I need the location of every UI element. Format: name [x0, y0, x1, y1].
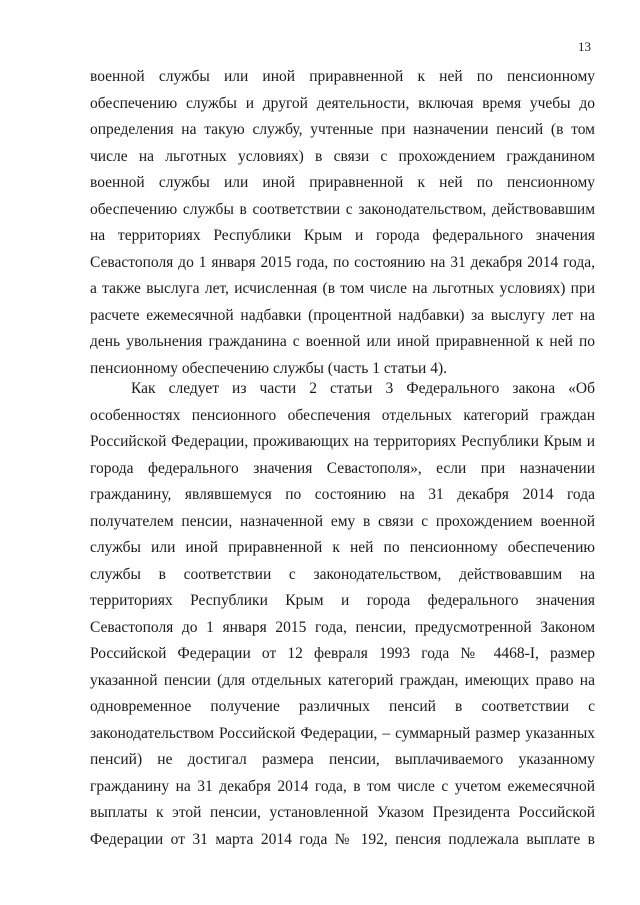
- text-line: пенсионному обеспечению службы (часть 1 статьи 4).: [90, 359, 447, 377]
- paragraph-1: [90, 64, 595, 382]
- text-line: гражданину, являвшемуся по состоянию на 31 декабря 2014 года: [90, 486, 595, 503]
- text-line: Как следует из части 2 статьи 3 Федерального закона «Об: [131, 380, 595, 397]
- text-line: города федерального значения Севастополя», если при назначении: [90, 459, 595, 477]
- text-line: получателем пенсии, назначенной ему в связи с прохождением военной: [90, 512, 595, 530]
- text-line: обеспечению службы в соответствии с законодательством, действовавшим: [90, 200, 595, 218]
- text-line: военной службы или иной приравненной к ней по пенсионному: [90, 68, 595, 85]
- page-number: 13: [578, 39, 591, 54]
- text-line: территориях Республики Крым и города федерального значения: [90, 592, 595, 609]
- text-line: расчете ежемесячной надбавки (процентной надбавки) за выслугу лет на: [90, 306, 595, 324]
- text-line: одновременное получение различных пенсий в соответствии с: [90, 698, 595, 715]
- text-line: законодательством Российской Федерации, – суммарный размер указанных: [90, 724, 595, 742]
- text-line: указанной пенсии (для отдельных категорий граждан, имеющих право на: [90, 671, 595, 689]
- text-line: числе на льготных условиях) в связи с прохождением гражданином: [90, 147, 595, 165]
- text-line: Севастополя до 1 января 2015 года, пенсии, предусмотренной Законом: [90, 618, 595, 636]
- text-line: военной службы или иной приравненной к ней по пенсионному: [90, 174, 595, 191]
- text-line: гражданину на 31 декабря 2014 года, в том числе с учетом ежемесячной: [90, 777, 595, 795]
- text-line: Севастополя до 1 января 2015 года, по состоянию на 31 декабря 2014 года,: [90, 253, 595, 271]
- text-line: пенсий) не достигал размера пенсии, выплачиваемого указанному: [90, 751, 595, 768]
- text-line: обеспечению службы и другой деятельности, включая время учебы до: [90, 94, 595, 112]
- text-line: выплаты к этой пенсии, установленной Указом Президента Российской: [90, 804, 595, 821]
- text-line: особенностях пенсионного обеспечения отдельных категорий граждан: [90, 406, 595, 424]
- paragraph-2: [90, 376, 595, 853]
- text-line: службы в соответствии с законодательством, действовавшим на: [90, 565, 595, 583]
- text-line: Российской Федерации, проживающих на территориях Республики Крым и: [90, 433, 595, 450]
- text-line: Российской Федерации от 12 февраля 1993 года № 4468-I, размер: [90, 645, 595, 662]
- text-line: службы или иной приравненной к ней по пенсионному обеспечению: [90, 539, 595, 556]
- text-line: на территориях Республики Крым и города федерального значения: [90, 227, 595, 244]
- text-line: определения на такую службу, учтенные при назначении пенсий (в том: [90, 121, 595, 138]
- text-line: Федерации от 31 марта 2014 года № 192, пенсия подлежала выплате в: [90, 830, 595, 848]
- text-line: а также выслуга лет, исчисленная (в том числе на льготных условиях) при: [90, 280, 595, 297]
- text-line: день увольнения гражданина с военной или иной приравненной к ней по: [90, 333, 595, 350]
